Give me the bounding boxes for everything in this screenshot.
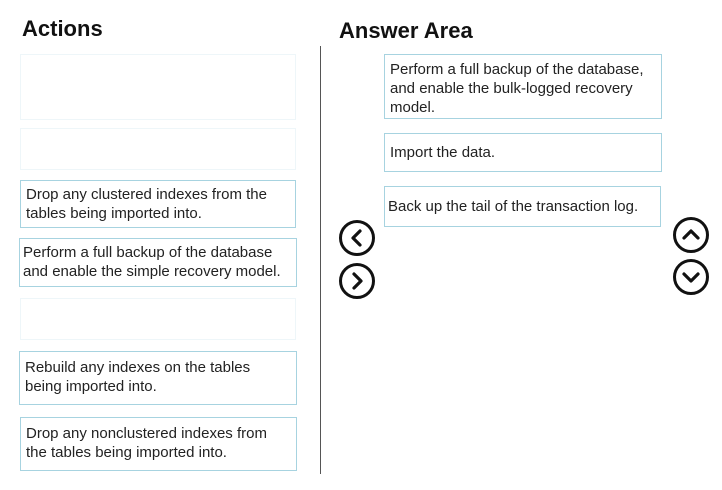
action-item[interactable]: Drop any nonclustered indexes from the tables being imported into. bbox=[20, 417, 297, 471]
answer-item[interactable]: Perform a full backup of the database, and enable the bulk-logged recovery model. bbox=[384, 54, 662, 119]
move-down-button[interactable] bbox=[673, 259, 709, 295]
move-right-button[interactable] bbox=[339, 263, 375, 299]
panel-divider bbox=[320, 46, 321, 474]
action-item-empty-slot[interactable] bbox=[20, 128, 296, 170]
action-item-empty-slot[interactable] bbox=[20, 298, 296, 340]
action-item[interactable]: Rebuild any indexes on the tables being imported into. bbox=[19, 351, 297, 405]
chevron-right-icon bbox=[347, 271, 367, 291]
chevron-left-icon bbox=[347, 228, 367, 248]
answer-item[interactable]: Import the data. bbox=[384, 133, 662, 172]
move-up-button[interactable] bbox=[673, 217, 709, 253]
answer-area-heading: Answer Area bbox=[339, 18, 473, 43]
chevron-down-icon bbox=[681, 267, 701, 287]
chevron-up-icon bbox=[681, 225, 701, 245]
actions-heading: Actions bbox=[22, 16, 103, 41]
action-item[interactable]: Drop any clustered indexes from the tables being imported into. bbox=[20, 180, 296, 228]
action-item[interactable]: Perform a full backup of the database and enable the simple recovery model. bbox=[19, 238, 297, 287]
answer-item[interactable]: Back up the tail of the transaction log. bbox=[384, 186, 661, 227]
move-left-button[interactable] bbox=[339, 220, 375, 256]
action-item-empty-slot[interactable] bbox=[20, 54, 296, 120]
